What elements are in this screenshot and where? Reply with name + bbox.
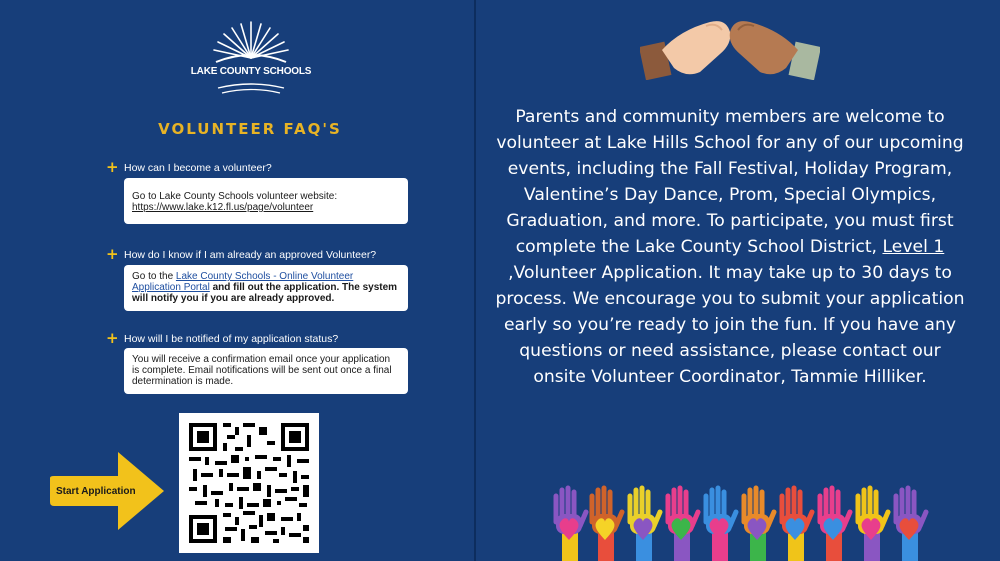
faq-answer-prefix: Go to the: [132, 271, 176, 282]
faq-question-3: [106, 331, 338, 346]
qr-code-icon[interactable]: [179, 413, 319, 553]
faq-answer-suffix: and fill out the application. The system will notify you if you are already approved.: [132, 282, 398, 304]
qr-code-graphic: [179, 413, 319, 553]
faq-answer-3: [124, 348, 408, 394]
rising-sun-book-logo: [196, 18, 306, 98]
faq-answer-2: [124, 265, 408, 311]
volunteer-website-link[interactable]: https://www.lake.k12.fl.us/page/volunteer: [132, 202, 314, 213]
start-application-button[interactable]: Start Application: [46, 479, 148, 503]
faq-answer-text: Go to Lake County Schools volunteer website:: [132, 191, 338, 202]
faq-question-2: [106, 247, 376, 262]
faq-question-1: [106, 160, 272, 175]
faq-question-text: How will I be notified of my application status?: [124, 332, 339, 345]
paragraph-text-before: Parents and community members are welcome to volunteer at Lake Hills School for any of our upcoming events, including the Fall Festival, Holiday Program, Valentine’s Day Dance, Prom, Special Olympics, Graduation, and more. To participate, you must first complete the Lake County School District,: [496, 107, 964, 257]
faq-answer-text: You will receive a confirmation email once your application is complete. Email notifications will be sent out once a final determination is made.: [132, 354, 392, 387]
faq-question-text: How can I become a volunteer?: [124, 161, 272, 174]
plus-icon: +: [106, 245, 119, 263]
level1-link[interactable]: Level 1: [882, 237, 945, 257]
raised-hands-hearts-icon: [552, 482, 947, 561]
column-divider: [474, 0, 476, 561]
heart-hands-icon: [640, 10, 820, 80]
volunteer-info-paragraph: [494, 104, 966, 390]
plus-icon: +: [106, 158, 119, 176]
plus-icon: +: [106, 329, 119, 347]
logo-text: LAKE COUNTY SCHOOLS: [190, 66, 312, 77]
faq-title: VOLUNTEER FAQ'S: [158, 120, 342, 138]
volunteer-portal-link[interactable]: Lake County Schools - Online Volunteer Application Portal: [132, 271, 354, 293]
faq-question-text: How do I know if I am already an approved Volunteer?: [124, 248, 377, 261]
paragraph-text-after: ,Volunteer Application. It may take up to 30 days to process. We encourage you to submit your application early so you’re ready to join the fun. If you have any questions or need assistance, please contact our onsite Volunteer Coordinator, Tammie Hilliker.: [495, 263, 965, 387]
faq-answer-1: [124, 178, 408, 224]
